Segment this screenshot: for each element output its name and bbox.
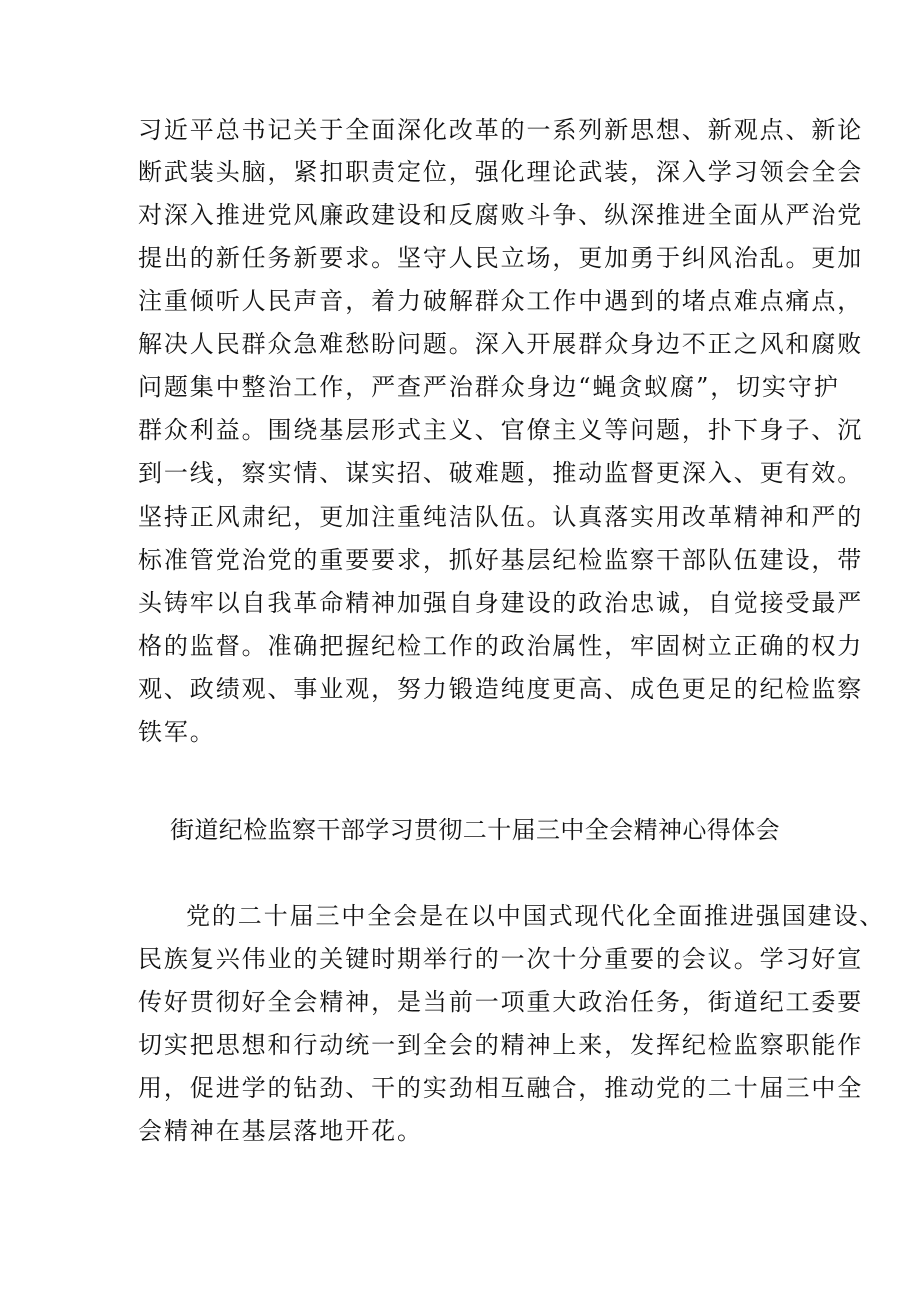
paragraph-1-line: 习近平总书记关于全面深化改革的一系列新思想、新观点、新论: [138, 116, 864, 144]
paragraph-2-line: 切实把思想和行动统一到全会的精神上来，发挥纪检监察职能作: [138, 1031, 864, 1059]
paragraph-2-line: 会精神在基层落地开花。: [138, 1117, 423, 1145]
paragraph-1-line: 对深入推进党风廉政建设和反腐败斗争、纵深推进全面从严治党: [138, 201, 864, 229]
paragraph-1-line: 坚持正风肃纪，更加注重纯洁队伍。认真落实用改革精神和严的: [138, 503, 864, 531]
paragraph-1-line: 提出的新任务新要求。坚守人民立场，更加勇于纠风治乱。更加: [138, 244, 864, 272]
paragraph-2-line: 用，促进学的钻劲、干的实劲相互融合，推动党的二十届三中全: [138, 1074, 864, 1102]
paragraph-1-line: 群众利益。围绕基层形式主义、官僚主义等问题，扑下身子、沉: [138, 416, 864, 444]
paragraph-1-line: 问题集中整治工作，严查严治群众身边“蝇贪蚁腐”，切实守护: [138, 373, 840, 401]
paragraph-2-line: 民族复兴伟业的关键时期举行的一次十分重要的会议。学习好宣: [138, 945, 864, 973]
paragraph-1-line: 头铸牢以自我革命精神加强自身建设的政治忠诚，自觉接受最严: [138, 589, 864, 617]
paragraph-1-line: 标准管党治党的重要要求，抓好基层纪检监察干部队伍建设，带: [138, 546, 864, 574]
paragraph-1-line: 解决人民群众急难愁盼问题。深入开展群众身边不正之风和腐败: [138, 330, 864, 358]
paragraph-1-line: 断武装头脑，紧扣职责定位，强化理论武装，深入学习领会全会: [138, 158, 864, 186]
paragraph-1-line: 格的监督。准确把握纪检工作的政治属性，牢固树立正确的权力: [138, 632, 864, 660]
section-heading: 街道纪检监察干部学习贯彻二十届三中全会精神心得体会: [170, 816, 780, 844]
paragraph-1-line: 注重倾听人民声音，着力破解群众工作中遇到的堵点难点痛点，: [138, 287, 864, 315]
paragraph-2-line: 传好贯彻好全会精神，是当前一项重大政治任务，街道纪工委要: [138, 988, 864, 1016]
paragraph-1-line: 到一线，察实情、谋实招、破难题，推动监督更深入、更有效。: [138, 459, 864, 487]
paragraph-1-line: 观、政绩观、事业观，努力锻造纯度更高、成色更足的纪检监察: [138, 675, 864, 703]
paragraph-1-line: 铁军。: [138, 718, 216, 746]
paragraph-2-line: 党的二十届三中全会是在以中国式现代化全面推进强国建设、: [186, 902, 886, 930]
